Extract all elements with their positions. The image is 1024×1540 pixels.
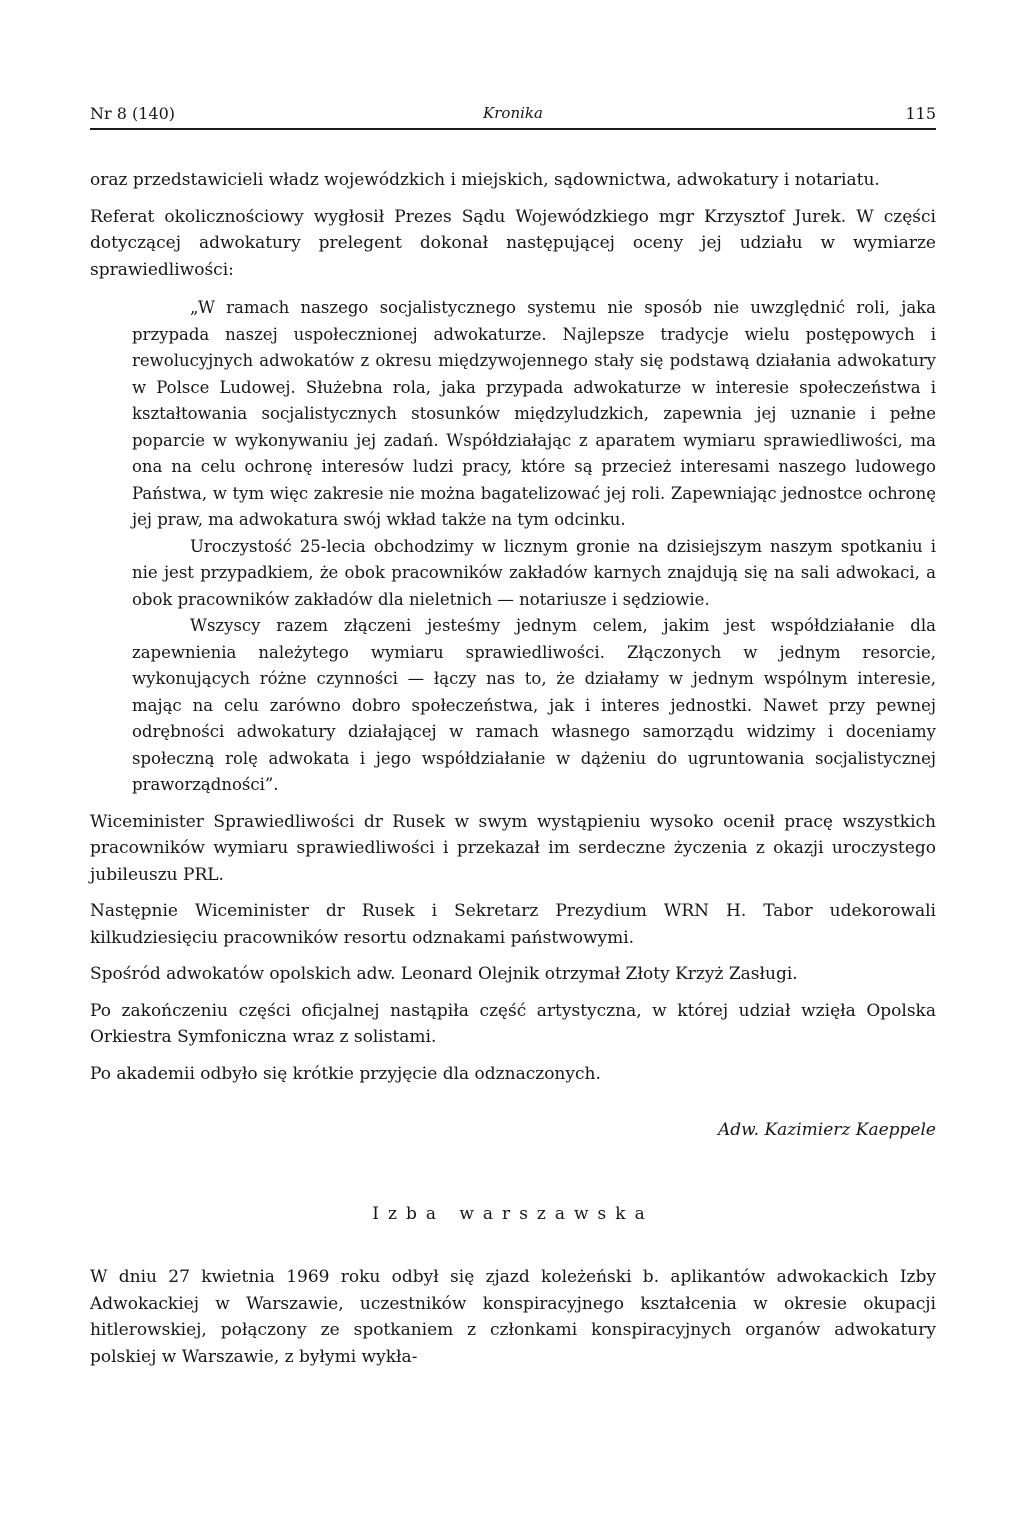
section-body xyxy=(90,1264,936,1370)
running-head xyxy=(90,98,936,130)
block-quote xyxy=(132,295,936,799)
quote-paragraph: „W ramach naszego socjalistycznego systemu nie sposób nie uwzględnić roli, jaka przypada naszej uspołecznionej adwokaturze. Najlepsze tradycje wielu postępowych i rewolucyjnych adwokatów z okresu międzywojennego stały się podstawą działania adwokatury w Polsce Ludowej. Służebna rola, jaka przypada adwokaturze w interesie społeczeństwa i kształtowania socjalistycznych stosunków międzyludzkich, zapewnia jej uznanie i pełne poparcie w wykonywaniu jej zadań. Współdziałając z aparatem wymiaru sprawiedliwości, ma ona na celu ochronę interesów ludzi pracy, które są przecież interesami naszego ludowego Państwa, w tym więc zakresie nie można bagatelizować jej roli. Zapewniając jednostce ochronę jej praw, ma adwokatura swój wkład także na tym odcinku. xyxy=(132,298,936,529)
paragraph: Następnie Wiceminister dr Rusek i Sekretarz Prezydium WRN H. Tabor udekorowali kilkudziesięciu pracowników resortu odznakami państwowymi. xyxy=(90,901,936,948)
section-heading: Izba warszawska xyxy=(372,1204,654,1224)
quote-paragraph: Uroczystość 25-lecia obchodzimy w licznym gronie na dzisiejszym naszym spotkaniu i nie jest przypadkiem, że obok pracowników zakładów karnych znajdują się na sali adwokaci, a obok pracowników zakładów dla nieletnich — notariusze i sędziowie. xyxy=(132,536,936,609)
paragraph: Po zakończeniu części oficjalnej nastąpiła część artystyczna, w której udział wzięła Opolska Orkiestra Symfoniczna wraz z solistami. xyxy=(90,1000,936,1047)
paragraph: Referat okolicznościowy wygłosił Prezes Sądu Wojewódzkiego mgr Krzysztof Jurek. W części dotyczącej adwokatury prelegent dokonał następującej oceny jej udziału w wymiarze sprawiedliwości: xyxy=(90,206,936,280)
page-number: 115 xyxy=(905,104,936,123)
paragraph: oraz przedstawicieli władz wojewódzkich i miejskich, sądownictwa, adwokatury i notariatu. xyxy=(90,170,880,190)
article-body xyxy=(90,167,936,1370)
issue-number: Nr 8 (140) xyxy=(90,104,176,123)
author-signature: Adw. Kazimierz Kaeppele xyxy=(717,1120,936,1140)
paragraph: W dniu 27 kwietnia 1969 roku odbył się zjazd koleżeński b. aplikantów adwokackich Izby Adwokackiej w Warszawie, uczestników konspiracyjnego kształcenia w okresie okupacji hitlerowskiej, połączony ze spotkaniem z członkami konspiracyjnych organów adwokatury polskiej w Warszawie, z byłymi wykła- xyxy=(90,1267,936,1367)
paragraph: Po akademii odbyło się krótkie przyjęcie dla odznaczonych. xyxy=(90,1063,601,1084)
section-name: Kronika xyxy=(483,104,543,122)
paragraph: Spośród adwokatów opolskich adw. Leonard Olejnik otrzymał Złoty Krzyż Zasługi. xyxy=(90,964,798,984)
document-page xyxy=(90,98,936,1370)
paragraph: Wiceminister Sprawiedliwości dr Rusek w swym wystąpieniu wysoko ocenił pracę wszystkich pracowników wymiaru sprawiedliwości i przekazał im serdeczne życzenia z okazji uroczystego jubileuszu PRL. xyxy=(90,811,936,885)
quote-paragraph: Wszyscy razem złączeni jesteśmy jednym celem, jakim jest współdziałanie dla zapewnienia należytego wymiaru sprawiedliwości. Złączonych w jednym resorcie, wykonujących różne czynności — łączy nas to, że działamy w jednym wspólnym interesie, mając na celu zarówno dobro społeczeństwa, jak i interes jednostki. Nawet przy pewnej odrębności adwokatury działającej w ramach własnego samorządu widzimy i doceniamy społeczną rolę adwokata i jego współdziałanie w dążeniu do ugruntowania socjalistycznej praworządności”. xyxy=(132,616,936,794)
